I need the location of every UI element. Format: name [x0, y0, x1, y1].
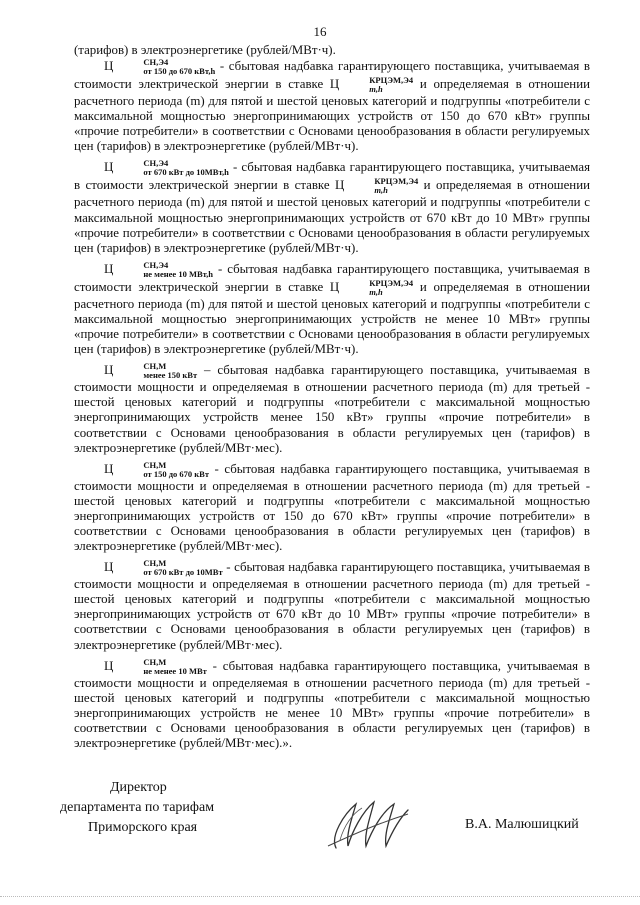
definition-paragraph: Ц СН,Э4 от 670 кВт до 10МВт,h - сбытовая надбавка гарантирующего поставщика, учитываемая в стоимости электрической энергии в ставке Ц КРЦЭМ,Э4 m,h и определяемая в отношении расчетного периода (m) для пятой и шестой ценовых категорий и подгруппы «потребители с максимальной мощностью энергопринимающих устройств от 670 кВт до 10 МВт» группы «прочие потребители» в соответствии с Основами ценообразования в области регулируемых цен (тарифов) в электроэнергетике (рублей/МВт·ч).: [74, 158, 590, 255]
definition-paragraph: Ц СН,М от 150 до 670 кВт - сбытовая надбавка гарантирующего поставщика, учитываемая в стоимости мощности и определяемая в отношении расчетного периода (m) для третьей - шестой ценовых категорий и подгруппы «потребители с максимальной мощностью энергопринимающих устройств от 150 до 670 кВт» группы «прочие потребители» в соответствии с Основами ценообразования в области регулируемых цен (тарифов) в электроэнергетике (рублей/МВт·мес).: [74, 459, 590, 554]
intro-line: (тарифов) в электроэнергетике (рублей/МВт·ч).: [74, 43, 336, 57]
signatory-title: [60, 778, 214, 838]
page-bottom-edge: [0, 896, 640, 898]
signatory-name: В.А. Малюшицкий: [465, 817, 579, 832]
symbol: Ц СН,М не менее 10 МВт: [104, 656, 207, 676]
rate-symbol: Ц КРЦЭМ,Э4 m,h: [329, 75, 414, 95]
definition-paragraph: Ц СН,М от 670 кВт до 10МВт - сбытовая надбавка гарантирующего поставщика, учитываемая в стоимости мощности и определяемая в отношении расчетного периода (m) для третьей - шестой ценовых категорий и подгруппы «потребители с максимальной мощностью энергопринимающих устройств от 670 кВт до 10 МВт» группы «прочие потребители» в соответствии с Основами ценообразования в области регулируемых цен (тарифов) в электроэнергетике (рублей/МВт·мес).: [74, 558, 590, 652]
page-number: 16: [313, 24, 327, 39]
symbol: Ц СН,М менее 150 кВт: [104, 361, 198, 381]
symbol: Ц СН,Э4 от 670 кВт до 10МВт,h: [104, 158, 229, 178]
symbol: Ц СН,Э4 не менее 10 МВт,h: [104, 259, 214, 279]
handwritten-signature: [322, 796, 412, 856]
signatory-department: департамента по тарифам: [60, 800, 215, 815]
definition-paragraph: Ц СН,Э4 от 150 до 670 кВт,h - сбытовая надбавка гарантирующего поставщика, учитываемая в стоимости электрической энергии в ставке Ц КРЦЭМ,Э4 m,h и определяемая в отношении расчетного периода (m) для пятой и шестой ценовых категорий и подгруппы «потребители с максимальной мощностью энергопринимающих устройств от 150 до 670 кВт» группы «прочие потребители» в соответствии с Основами ценообразования в области регулируемых цен (тарифов) в электроэнергетике (рублей/МВт·ч).: [74, 57, 591, 154]
definition-paragraph: Ц СН,М не менее 10 МВт - сбытовая надбавка гарантирующего поставщика, учитываемая в стоимости мощности и определяемая в отношении расчетного периода (m) для третьей - шестой ценовых категорий и подгруппы «потребители с максимальной мощностью энергопринимающих устройств не менее 10 МВт» группы «прочие потребители» в соответствии с Основами ценообразования в области регулируемых цен (тарифов) в электроэнергетике (рублей/МВт·мес).».: [74, 656, 590, 750]
symbol: Ц СН,М от 150 до 670 кВт: [104, 459, 209, 479]
symbol: Ц СН,М от 670 кВт до 10МВт: [104, 558, 223, 578]
definition-paragraph: Ц СН,М менее 150 кВт – сбытовая надбавка гарантирующего поставщика, учитываемая в стоимости мощности и определяемая в отношении расчетного периода (m) для третьей - шестой ценовых категорий и подгруппы «потребители с максимальной мощностью энергопринимающих устройств менее 150 кВт» группы «прочие потребители» в соответствии с Основами ценообразования в области регулируемых цен (тарифов) в электроэнергетике (рублей/МВт·мес).: [74, 361, 590, 455]
rate-symbol: Ц КРЦЭМ,Э4 m,h: [335, 176, 419, 196]
rate-symbol: Ц КРЦЭМ,Э4 m,h: [329, 277, 414, 297]
document-body: [74, 43, 590, 756]
signatory-region: Приморского края: [88, 820, 198, 835]
signatory-position: Директор: [110, 780, 167, 795]
definition-paragraph: Ц СН,Э4 не менее 10 МВт,h - сбытовая надбавка гарантирующего поставщика, учитываемая в стоимости электрической энергии в ставке Ц КРЦЭМ,Э4 m,h и определяемая в отношении расчетного периода (m) для пятой и шестой ценовых категорий и подгруппы «потребители с максимальной мощностью энергопринимающих устройств не менее 10 МВт» группы «прочие потребители» в соответствии с Основами ценообразования в области регулируемых цен (тарифов) в электроэнергетике (рублей/МВт·ч).: [74, 259, 591, 357]
symbol: Ц СН,Э4 от 150 до 670 кВт,h: [104, 57, 216, 77]
